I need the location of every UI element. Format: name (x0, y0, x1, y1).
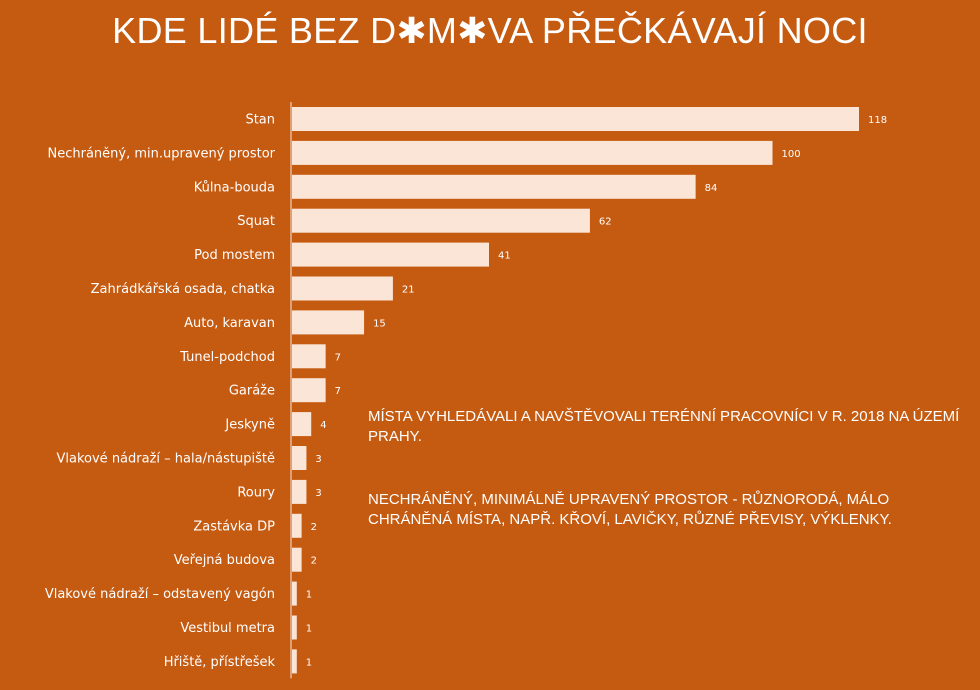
bar (292, 412, 311, 436)
category-label: Nechráněný, min.upravený prostor (47, 146, 275, 162)
bar (292, 548, 302, 572)
value-label: 2 (310, 521, 317, 533)
value-label: 2 (310, 555, 317, 567)
bar (292, 243, 489, 267)
category-label: Stan (245, 112, 275, 128)
bar (292, 480, 306, 504)
bar (292, 446, 306, 470)
category-label: Zastávka DP (193, 519, 275, 535)
value-label: 7 (334, 386, 342, 398)
bar (292, 582, 297, 606)
value-label: 3 (315, 454, 322, 465)
value-label: 15 (373, 318, 386, 330)
category-label: Kůlna-bouda (193, 180, 275, 196)
bar (292, 378, 326, 402)
chart-title: KDE LIDÉ BEZ D✱M✱VA PŘEČKÁVAJÍ NOCI (112, 10, 868, 51)
bar (292, 277, 393, 301)
value-label: 84 (704, 182, 718, 194)
bar (292, 649, 297, 673)
category-label: Tunel-podchod (180, 349, 275, 365)
value-label: 21 (401, 284, 415, 296)
category-label: Garáže (228, 383, 275, 399)
category-label: Roury (237, 485, 275, 501)
category-label: Hřiště, přístřešek (163, 654, 275, 670)
category-label: Auto, karavan (184, 315, 275, 331)
category-label: Vestibul metra (180, 621, 275, 636)
value-label: 7 (334, 352, 342, 364)
category-label: Pod mostem (194, 248, 275, 264)
bar (292, 141, 773, 165)
value-label: 41 (498, 250, 511, 262)
category-label: Veřejná budova (173, 553, 275, 569)
bar (292, 107, 859, 131)
value-label: 1 (305, 657, 313, 669)
definition-note: NECHRÁNĚNÝ, MINIMÁLNĚ UPRAVENÝ PROSTOR - RŮZNORODÁ, MÁLO CHRÁNĚNÁ MÍSTA, NAPŘ. KŘOVÍ, LAVIČKY, RŮZNÉ PŘEVISY, VÝKLENKY. (368, 491, 892, 528)
category-label: Zahrádkářská osada, chatka (90, 282, 275, 297)
bar (292, 209, 590, 233)
value-label: 1 (305, 623, 313, 635)
value-label: 1 (305, 589, 313, 601)
bar (292, 514, 302, 538)
bars-layer (45, 107, 887, 673)
category-label: Vlakové nádraží – hala/nástupiště (56, 451, 275, 467)
value-label: 62 (598, 216, 612, 228)
bar (292, 310, 364, 334)
survey-note: MÍSTA VYHLEDÁVALI A NAVŠTĚVOVALI TERÉNNÍ PRACOVNÍCI V R. 2018 NA ÚZEMÍ PRAHY. (368, 408, 960, 445)
category-label: Vlakové nádraží – odstavený vagón (44, 587, 275, 603)
category-label: Jeskyně (225, 417, 275, 433)
value-label: 4 (320, 420, 327, 432)
value-label: 3 (315, 487, 322, 499)
category-label: Squat (237, 214, 275, 230)
bar (292, 344, 326, 368)
bar (292, 175, 696, 199)
bar (292, 616, 297, 640)
value-label: 118 (868, 115, 888, 126)
value-label: 100 (781, 148, 801, 160)
